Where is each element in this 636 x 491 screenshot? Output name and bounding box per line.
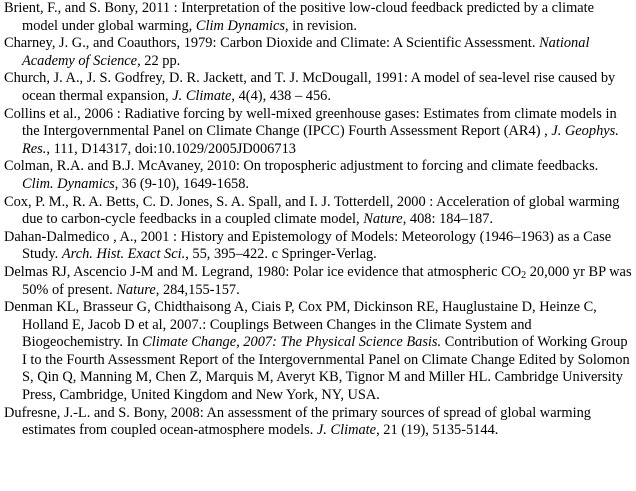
reference-list	[4, 0, 636, 440]
reference-text: , 21 (19), 5135-5144.	[376, 422, 499, 439]
reference-text: , 36 (9-10), 1649-1658.	[114, 175, 250, 192]
reference-text: 20,000 yr BP was 50% of present.	[22, 263, 636, 298]
reference-entry-dahan	[4, 229, 632, 264]
journal-title: J. Geophys. Res.	[22, 123, 619, 157]
reference-entry-collins	[4, 106, 632, 159]
reference-text: Dahan-Dalmedico , A., 2001 : History and Epistemology of Models: Meteorology (1946–1963) as a Case Study.	[4, 228, 615, 263]
reference-text: Cox, P. M., R. A. Betts, C. D. Jones, S. A. Spall, and I. J. Totterdell, 2000 : Acceleration of global warming due to carbon-cycle feedbacks in a coupled climate model,	[4, 193, 624, 228]
reference-text: Dufresne, J.-L. and S. Bony, 2008: An assessment of the primary sources of spread of global warming estimates from coupled ocean-atmosphere models.	[4, 404, 595, 439]
reference-text: Contribution of Working Group I to the Fourth Assessment Report of the Intergovernmental Panel on Climate Change Edited by Solomon S, Qin Q, Manning M, Chen Z, Marquis M, Averyt KB, Tignor M and Miller HL. Cambridge University Press, Cambridge, United Kingdom and New York, NY, USA.	[22, 334, 634, 404]
reference-entry-brient	[4, 0, 632, 35]
reference-text: Colman, R.A. and B.J. McAvaney, 2010: On tropospheric adjustment to forcing and climate feedbacks.	[4, 158, 602, 175]
reference-text: Charney, J. G., and Coauthors, 1979: Carbon Dioxide and Climate: A Scientific Assessment.	[4, 35, 540, 52]
reference-text: Denman KL, Brasseur G, Chidthaisong A, Ciais P, Cox PM, Dickinson RE, Hauglustaine D, Heinze C, Holland E, Jacob D et al, 2007.: Couplings Between Changes in the Climate System and Biogeochemistry. In	[4, 299, 601, 351]
reference-text: Church, J. A., J. S. Godfrey, D. R. Jackett, and T. J. McDougall, 1991: A model of sea-level rise caused by ocean thermal expansion,	[4, 70, 619, 104]
journal-title: Nature	[116, 281, 156, 298]
reference-text: , 408: 184–187.	[402, 211, 494, 228]
journal-title: Clim. Dynamics	[22, 175, 115, 192]
reference-entry-charney	[4, 35, 632, 70]
journal-title: J. Climate	[316, 422, 377, 439]
reference-text: , in revision.	[285, 17, 357, 34]
journal-title: Nature	[363, 211, 403, 228]
reference-text: , 4(4), 438 – 456.	[231, 87, 331, 104]
journal-title: J. Climate	[172, 87, 232, 104]
reference-text: , 22 pp.	[137, 52, 181, 69]
subscript: 2	[521, 269, 527, 281]
book-title: Climate Change, 2007: The Physical Science Basis.	[142, 334, 442, 351]
reference-entry-dufresne	[4, 405, 632, 440]
reference-entry-colman	[4, 158, 632, 193]
reference-entry-church	[4, 70, 632, 105]
reference-text: , 111, D14317, doi:10.1029/2005JD006713	[46, 140, 296, 157]
journal-title: Clim Dynamics	[195, 17, 285, 34]
reference-text: Brient, F., and S. Bony, 2011 : Interpretation of the positive low-cloud feedback predicted by a climate model under global warming,	[4, 0, 598, 34]
journal-title: Arch. Hist. Exact Sci.	[61, 246, 186, 263]
journal-title: National Academy of Science	[22, 35, 590, 69]
reference-entry-delmas	[4, 263, 636, 299]
reference-text: , 55, 395–422. c Springer-Verlag.	[185, 246, 377, 263]
reference-text: Collins et al., 2006 : Radiative forcing by well-mixed greenhouse gases: Estimates from climate models in the Intergovernmental Panel on Climate Change (IPCC) Fourth Assessment Report (AR4) ,	[4, 105, 621, 140]
reference-text: , 284,155-157.	[155, 281, 240, 298]
reference-entry-cox	[4, 194, 632, 229]
reference-entry-denman	[4, 299, 632, 405]
reference-text: Delmas RJ, Ascencio J-M and M. Legrand, 1980: Polar ice evidence that atmospheric CO	[4, 263, 522, 280]
